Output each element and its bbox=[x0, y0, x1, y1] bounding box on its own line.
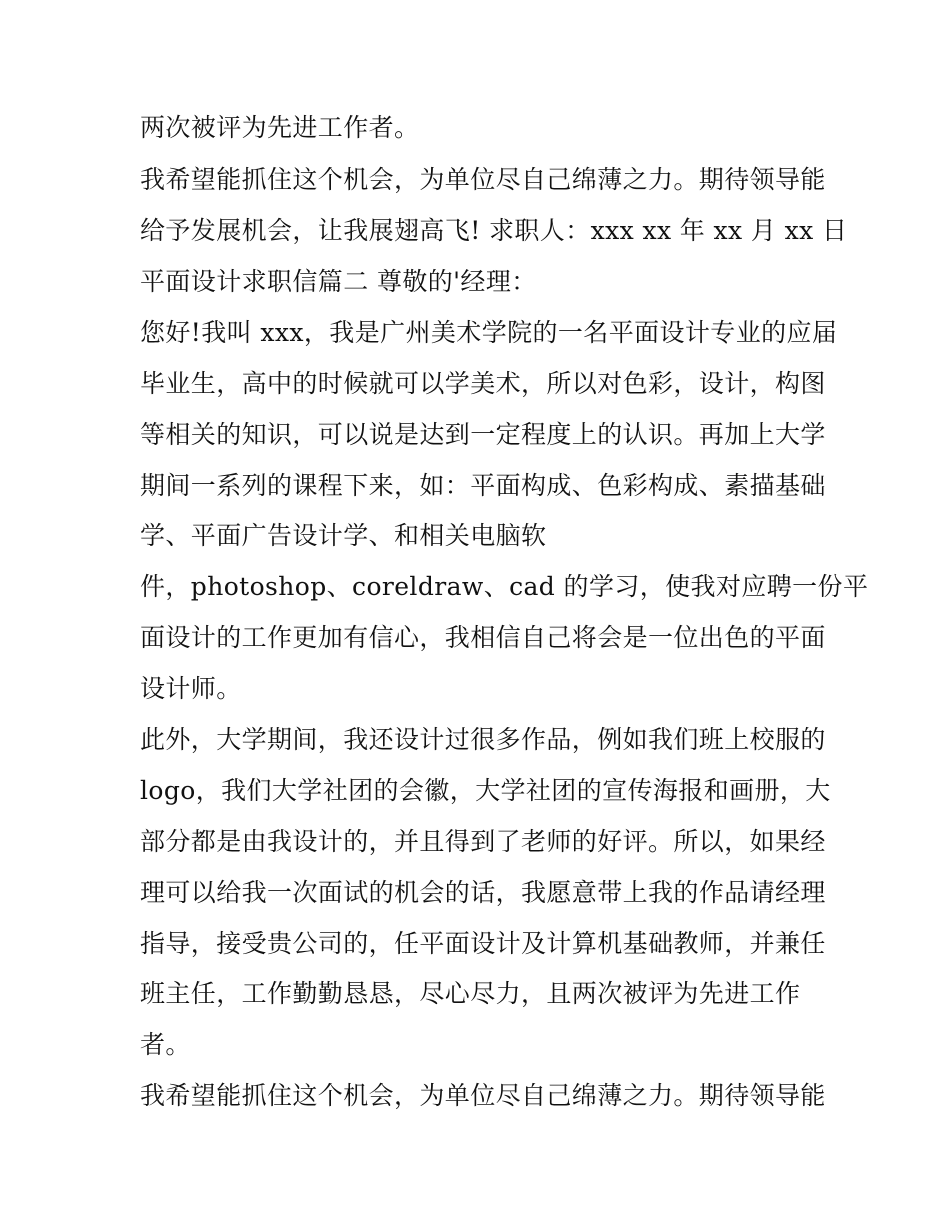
text-line: 班主任，工作勤勤恳恳，尽心尽力，且两次被评为先进工作 bbox=[140, 979, 801, 1008]
text-line: 面设计的工作更加有信心，我相信自己将会是一位出色的平面 bbox=[140, 623, 826, 652]
text-line: logo，我们大学社团的会徽，大学社团的宣传海报和画册，大 bbox=[140, 776, 831, 805]
text-line: 两次被评为先进工作者。 bbox=[140, 113, 420, 142]
text-line: 部分都是由我设计的，并且得到了老师的好评。所以，如果经 bbox=[140, 827, 826, 856]
text-line: 毕业生，高中的时候就可以学美术，所以对色彩，设计，构图 bbox=[140, 369, 826, 398]
text-line: 学、平面广告设计学、和相关电脑软 bbox=[140, 521, 547, 550]
text-line: 设计师。 bbox=[140, 674, 242, 703]
text-line: 我希望能抓住这个机会，为单位尽自己绵薄之力。期待领导能 bbox=[140, 165, 826, 194]
text-line: 理可以给我一次面试的机会的话，我愿意带上我的作品请经理 bbox=[140, 878, 826, 907]
text-line: 平面设计求职信篇二 尊敬的'经理： bbox=[140, 267, 537, 296]
text-line: 期间一系列的课程下来，如：平面构成、色彩构成、素描基础 bbox=[140, 471, 826, 500]
text-line: 件，photoshop、coreldraw、cad 的学习，使我对应聘一份平 bbox=[140, 572, 869, 601]
text-line: 您好!我叫 xxx，我是广州美术学院的一名平面设计专业的应届 bbox=[140, 318, 838, 347]
text-line: 指导，接受贵公司的，任平面设计及计算机基础教师，并兼任 bbox=[140, 929, 826, 958]
text-line: 此外，大学期间，我还设计过很多作品，例如我们班上校服的 bbox=[140, 725, 826, 754]
text-line: 等相关的知识，可以说是达到一定程度上的认识。再加上大学 bbox=[140, 420, 826, 449]
text-line: 者。 bbox=[140, 1030, 191, 1059]
text-line: 我希望能抓住这个机会，为单位尽自己绵薄之力。期待领导能 bbox=[140, 1081, 826, 1110]
text-line: 给予发展机会，让我展翅高飞! 求职人：xxx xx 年 xx 月 xx 日 bbox=[140, 216, 848, 245]
